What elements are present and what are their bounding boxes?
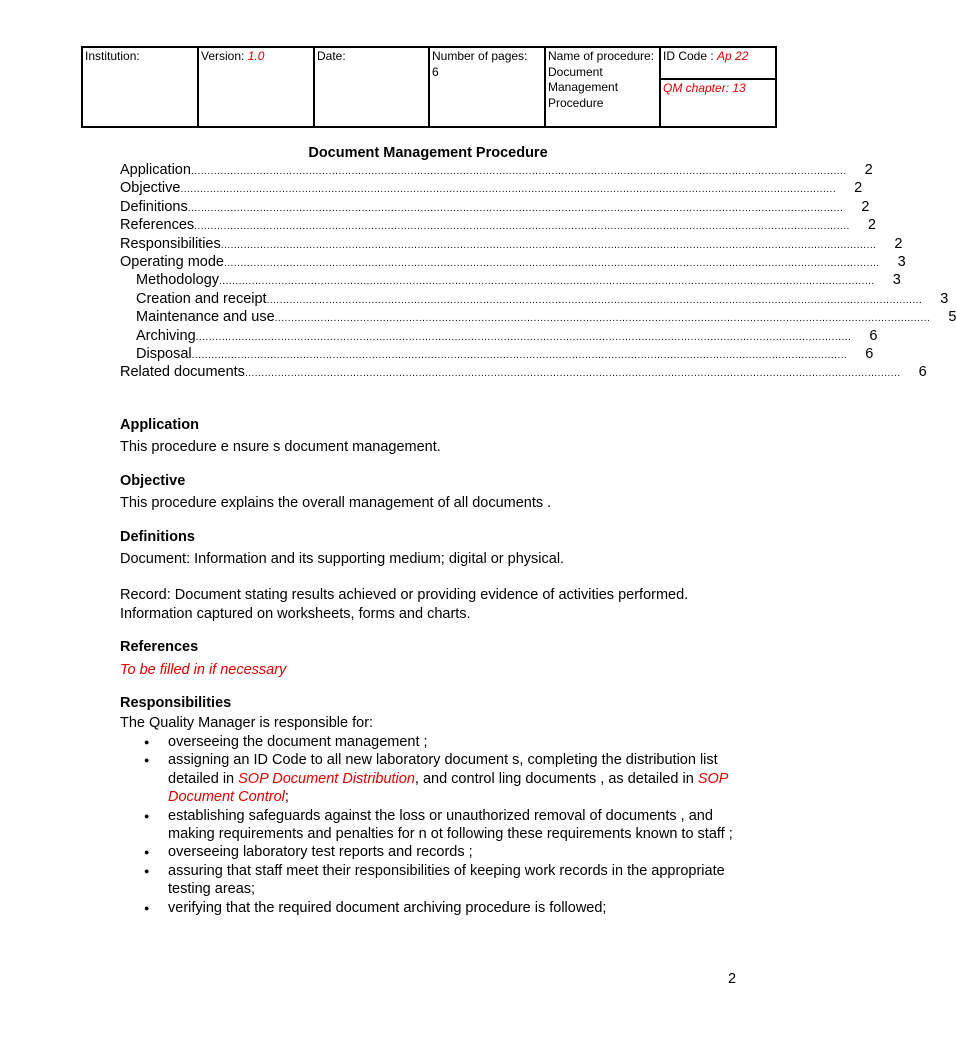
heading-application: Application (120, 417, 199, 433)
version-label: Version: (201, 49, 248, 63)
section-responsibilities (120, 694, 740, 917)
toc-entry[interactable] (120, 290, 949, 309)
list-item (120, 733, 740, 751)
toc-entry-label: Related documents (120, 364, 245, 381)
sop-distribution-link[interactable]: SOP Document Distribution (238, 770, 415, 787)
toc-entry-page: 3 (892, 272, 901, 289)
toc-leader-dots: ........................................................................................................................................................................................................ (191, 349, 848, 361)
pages-cell (430, 48, 546, 126)
toc-entry-label: References (120, 217, 195, 234)
list-item-text: ; (284, 789, 289, 806)
toc-entry[interactable] (120, 364, 927, 382)
id-value: Ap 22 (717, 49, 749, 63)
toc-entry-label: Objective (120, 180, 181, 197)
table-of-contents (120, 162, 956, 383)
heading-definitions: Definitions (120, 528, 195, 545)
toc-entry-page: 6 (869, 327, 878, 344)
toc-entry-page: 3 (940, 290, 949, 307)
list-item-text: verifying that the required document archiving procedure is followed; (168, 899, 607, 916)
toc-entry-label: Application (120, 162, 191, 178)
institution-label: Institution: (85, 49, 140, 63)
list-item-text: , and control ling documents , as detailed in (414, 770, 698, 787)
toc-entry[interactable] (120, 253, 906, 272)
toc-entry[interactable] (120, 327, 878, 346)
list-item (120, 862, 740, 899)
responsibilities-list (120, 733, 740, 917)
toc-entry-page: 3 (897, 253, 906, 270)
application-text: This procedure e nsure s document management. (120, 439, 441, 456)
toc-leader-dots: ........................................................................................................................................................................................................ (180, 184, 837, 196)
toc-leader-dots: ........................................................................................................................................................................................................ (187, 202, 844, 214)
toc-entry-label: Operating mode (120, 253, 224, 270)
toc-leader-dots: ........................................................................................................................................................................................................ (244, 368, 901, 380)
objective-text: This procedure explains the overall management of all documents . (120, 495, 552, 512)
version-value: 1.0 (247, 49, 265, 63)
procedure-label: Name of procedure: (548, 49, 655, 63)
section-definitions (120, 528, 740, 624)
toc-entry-label: Archiving (136, 327, 196, 344)
toc-leader-dots: ........................................................................................................................................................................................................ (220, 239, 877, 251)
heading-references: References (120, 639, 199, 656)
toc-leader-dots: ........................................................................................................................................................................................................ (195, 331, 852, 343)
responsibilities-intro: The Quality Manager is responsible for: (120, 715, 374, 732)
heading-responsibilities: Responsibilities (120, 695, 232, 712)
version-cell (199, 48, 315, 126)
toc-entry-label: Maintenance and use (136, 309, 275, 326)
toc-entry-page: 6 (865, 345, 874, 362)
heading-objective: Objective (120, 472, 186, 489)
toc-entry[interactable] (120, 180, 863, 198)
header-table (81, 46, 777, 128)
document-body (120, 416, 740, 917)
toc-entry-label: Methodology (136, 272, 220, 289)
toc-entry-page: 5 (948, 309, 956, 326)
list-item (120, 751, 740, 806)
list-item-text: overseeing laboratory test reports and records ; (168, 844, 473, 861)
toc-entry[interactable] (120, 272, 901, 290)
toc-entry-label: Definitions (120, 198, 188, 215)
list-item-text: assigning an ID Code to all new laboratory document s, completing the distribution list detailed in (168, 752, 718, 787)
toc-entry-page: 6 (918, 364, 927, 381)
list-item (120, 807, 740, 844)
page-number: 2 (728, 971, 737, 987)
toc-entry-page: 2 (854, 180, 863, 197)
section-application (120, 416, 740, 457)
list-item-text: establishing safeguards against the loss or unauthorized removal of documents , and making requirements and penalties for n ot following these requirements known to staff ; (168, 807, 733, 842)
toc-entry[interactable] (120, 235, 903, 254)
definition-document: Document: Information and its supporting medium; digital or physical. (120, 551, 565, 568)
definition-record: Record: Document stating results achieved or providing evidence of activities performed. Information captured on worksheets, forms and charts. (120, 587, 689, 622)
id-cell (661, 48, 775, 126)
section-objective (120, 472, 740, 513)
toc-leader-dots: ........................................................................................................................................................................................................ (219, 276, 875, 288)
toc-leader-dots: ........................................................................................................................................................................................................ (274, 313, 931, 325)
id-label: ID Code : (663, 49, 718, 63)
toc-leader-dots: ........................................................................................................................................................................................................ (194, 221, 850, 233)
toc-entry[interactable] (120, 198, 870, 217)
toc-entry[interactable] (120, 217, 876, 235)
toc-leader-dots: ........................................................................................................................................................................................................ (266, 294, 923, 306)
procedure-name: Document Management Procedure (548, 64, 619, 110)
toc-entry-label: Disposal (136, 345, 192, 362)
date-cell (315, 48, 430, 126)
pages-label: Number of pages: (432, 49, 528, 63)
list-item-text: assuring that staff meet their responsibilities of keeping work records in the appropriate testing areas; (168, 862, 725, 898)
date-label: Date: (317, 49, 346, 63)
toc-leader-dots: ........................................................................................................................................................................................................ (223, 257, 880, 269)
toc-entry[interactable] (120, 309, 956, 327)
pages-value: 6 (432, 64, 439, 79)
list-item (120, 899, 740, 917)
toc-entry[interactable] (120, 345, 874, 364)
sop-control-link[interactable]: SOP Document Control (168, 770, 728, 806)
document-title: Document Management Procedure (308, 145, 548, 161)
qm-chapter: QM chapter: 13 (663, 81, 746, 95)
toc-entry-page: 2 (867, 217, 876, 234)
procedure-cell (546, 48, 661, 126)
toc-entry[interactable] (120, 162, 873, 180)
list-item (120, 843, 740, 861)
section-references (120, 638, 740, 679)
toc-entry-page: 2 (861, 198, 870, 215)
toc-entry-label: Responsibilities (120, 235, 221, 252)
toc-entry-page: 2 (864, 162, 873, 178)
institution-cell (83, 48, 199, 126)
toc-leader-dots: ........................................................................................................................................................................................................ (190, 166, 847, 177)
references-text: To be filled in if necessary (120, 661, 287, 678)
toc-entry-page: 2 (894, 235, 903, 252)
toc-entry-label: Creation and receipt (136, 290, 267, 307)
list-item-text: overseeing the document management ; (168, 733, 428, 750)
id-code (661, 48, 775, 80)
